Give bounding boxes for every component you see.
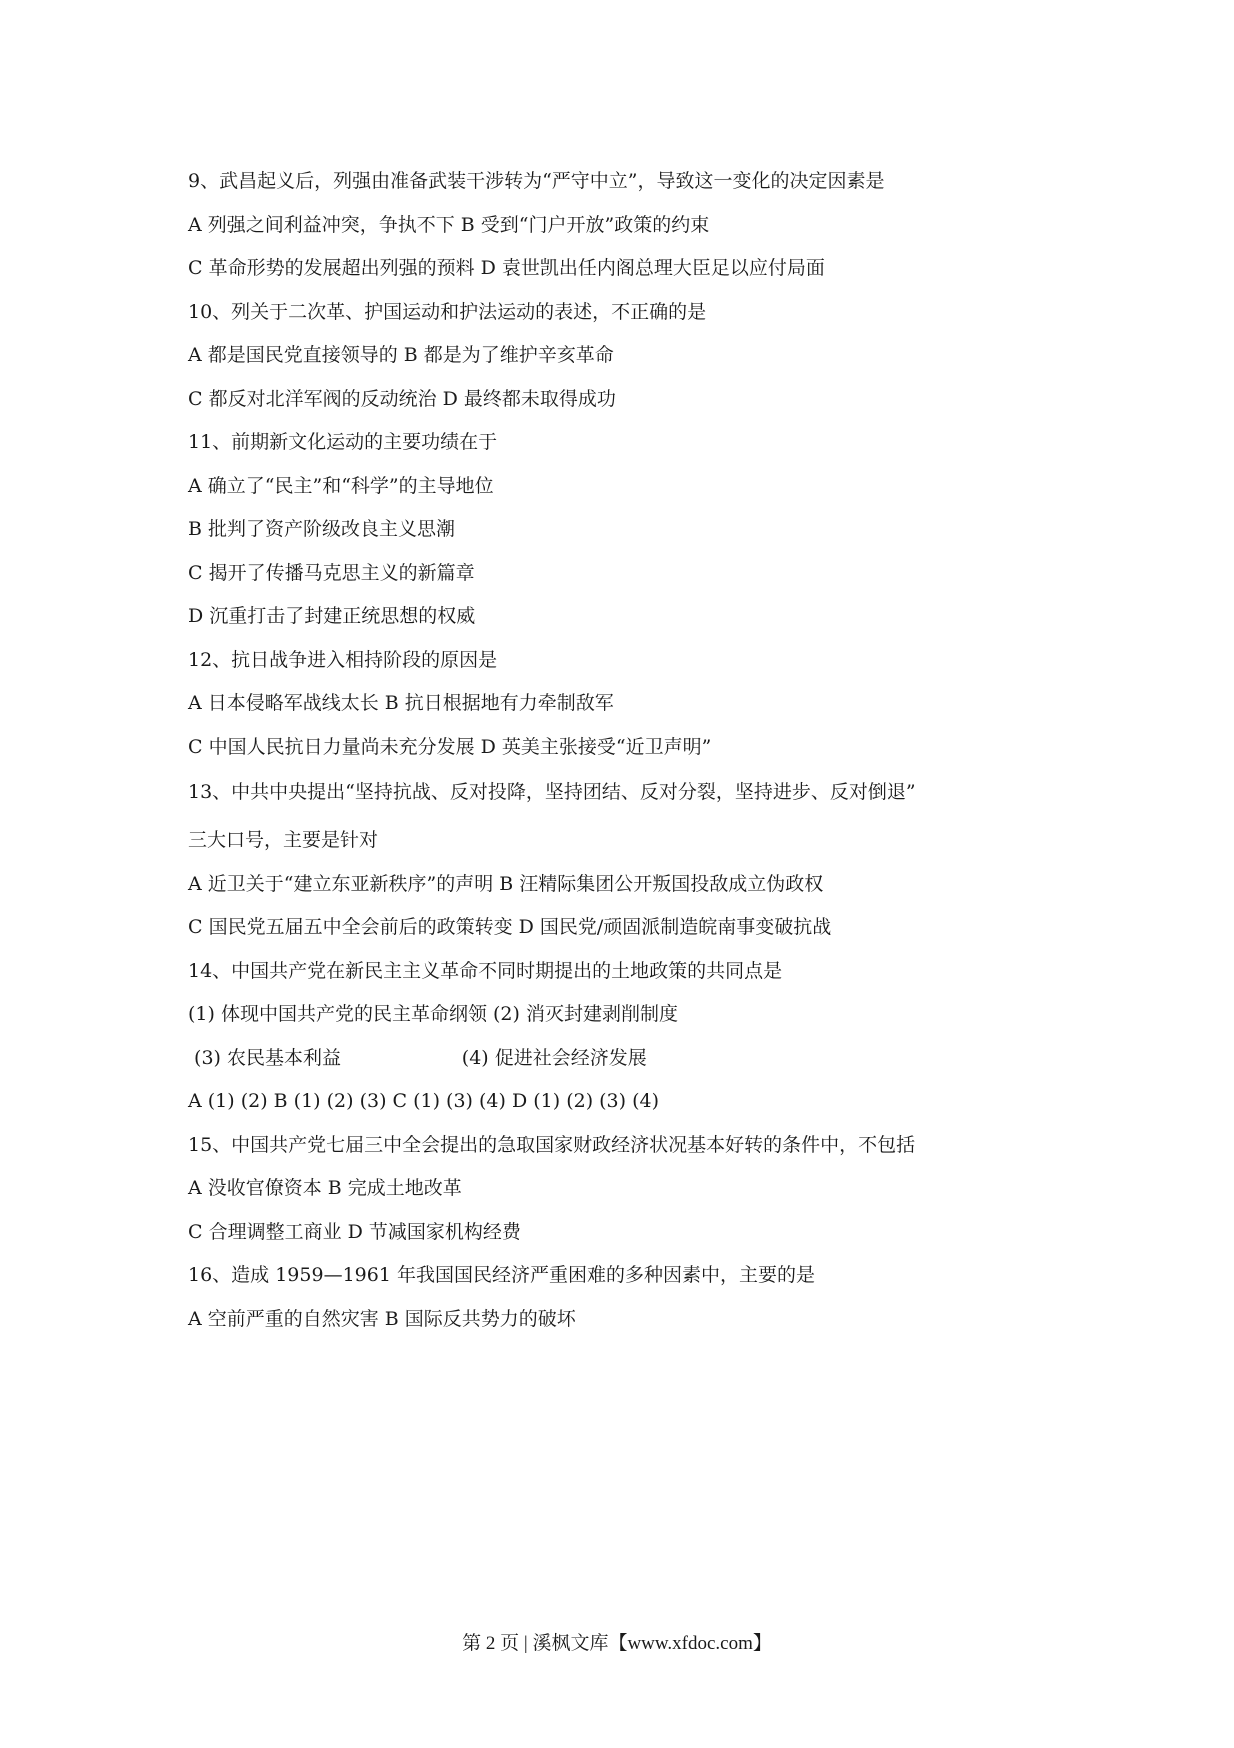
question-9-stem: 9、武昌起义后，列强由准备武装干涉转为“严守中立”，导致这一变化的决定因素是 [188,170,885,192]
question-11-option-d: D 沉重打击了封建正统思想的权威 [188,605,476,627]
question-12-options-ab: A 日本侵略军战线太长 B 抗日根据地有力牵制敌军 [188,692,614,714]
question-14-stem: 14、中国共产党在新民主主义革命不同时期提出的土地政策的共同点是 [188,959,783,982]
question-14-items-1-2: (1) 体现中国共产党的民主革命纲领 (2) 消灭封建剥削制度 [188,1003,678,1025]
question-13-options-cd: C 国民党五届五中全会前后的政策转变 D 国民党/顽固派制造皖南事变破抗战 [188,916,832,938]
question-15-stem: 15、中国共产党七届三中全会提出的急取国家财政经济状况基本好转的条件中，不包括 [188,1133,916,1156]
question-10-stem: 10、列关于二次革、护国运动和护法运动的表述，不正确的是 [188,300,707,323]
question-16-stem: 16、造成 1959—1961 年我国国民经济严重困难的多种因素中，主要的是 [188,1264,815,1286]
question-13-options-ab: A 近卫关于“建立东亚新秩序”的声明 B 汪精际集团公开叛国投敌成立伪政权 [188,872,824,895]
question-11-option-a: A 确立了“民主”和“科学”的主导地位 [188,474,494,497]
question-9-options-cd: C 革命形势的发展超出列强的预料 D 袁世凯出任内阁总理大臣足以应付局面 [188,257,825,279]
question-15-options-ab: A 没收官僚资本 B 完成土地改革 [188,1177,462,1199]
question-11-option-b: B 批判了资产阶级改良主义思潮 [188,518,456,540]
question-11-stem: 11、前期新文化运动的主要功绩在于 [188,431,498,453]
question-14-options: A (1) (2) B (1) (2) (3) C (1) (3) (4) D (1) (2) (3) (4) [188,1090,660,1112]
question-12-stem: 12、抗日战争进入相持阶段的原因是 [188,648,498,671]
question-11-option-c: C 揭开了传播马克思主义的新篇章 [188,561,475,584]
question-list [188,160,1088,1341]
question-13-stem-continued: 三大口号，主要是针对 [188,829,379,851]
question-15-options-cd: C 合理调整工商业 D 节减国家机构经费 [188,1220,521,1243]
question-16-options-ab: A 空前严重的自然灾害 B 国际反共势力的破坏 [188,1307,576,1330]
question-10-options-ab: A 都是国民党直接领导的 B 都是为了维护辛亥革命 [188,344,614,366]
question-10-options-cd: C 都反对北洋军阀的反动统治 D 最终都未取得成功 [188,387,616,410]
question-13-stem: 13、中共中央提出“坚持抗战、反对投降，坚持团结、反对分裂，坚持进步、反对倒退” [188,781,916,803]
question-9-options-ab: A 列强之间利益冲突，争执不下 B 受到“门户开放”政策的约束 [188,213,710,236]
question-14-items-3-4: (3) 农民基本利益 (4) 促进社会经济发展 [188,1046,647,1069]
question-12-options-cd: C 中国人民抗日力量尚未充分发展 D 英美主张接受“近卫声明” [188,735,712,758]
page-footer: 第 2 页 | 溪枫文库【www.xfdoc.com】 [462,1633,772,1654]
